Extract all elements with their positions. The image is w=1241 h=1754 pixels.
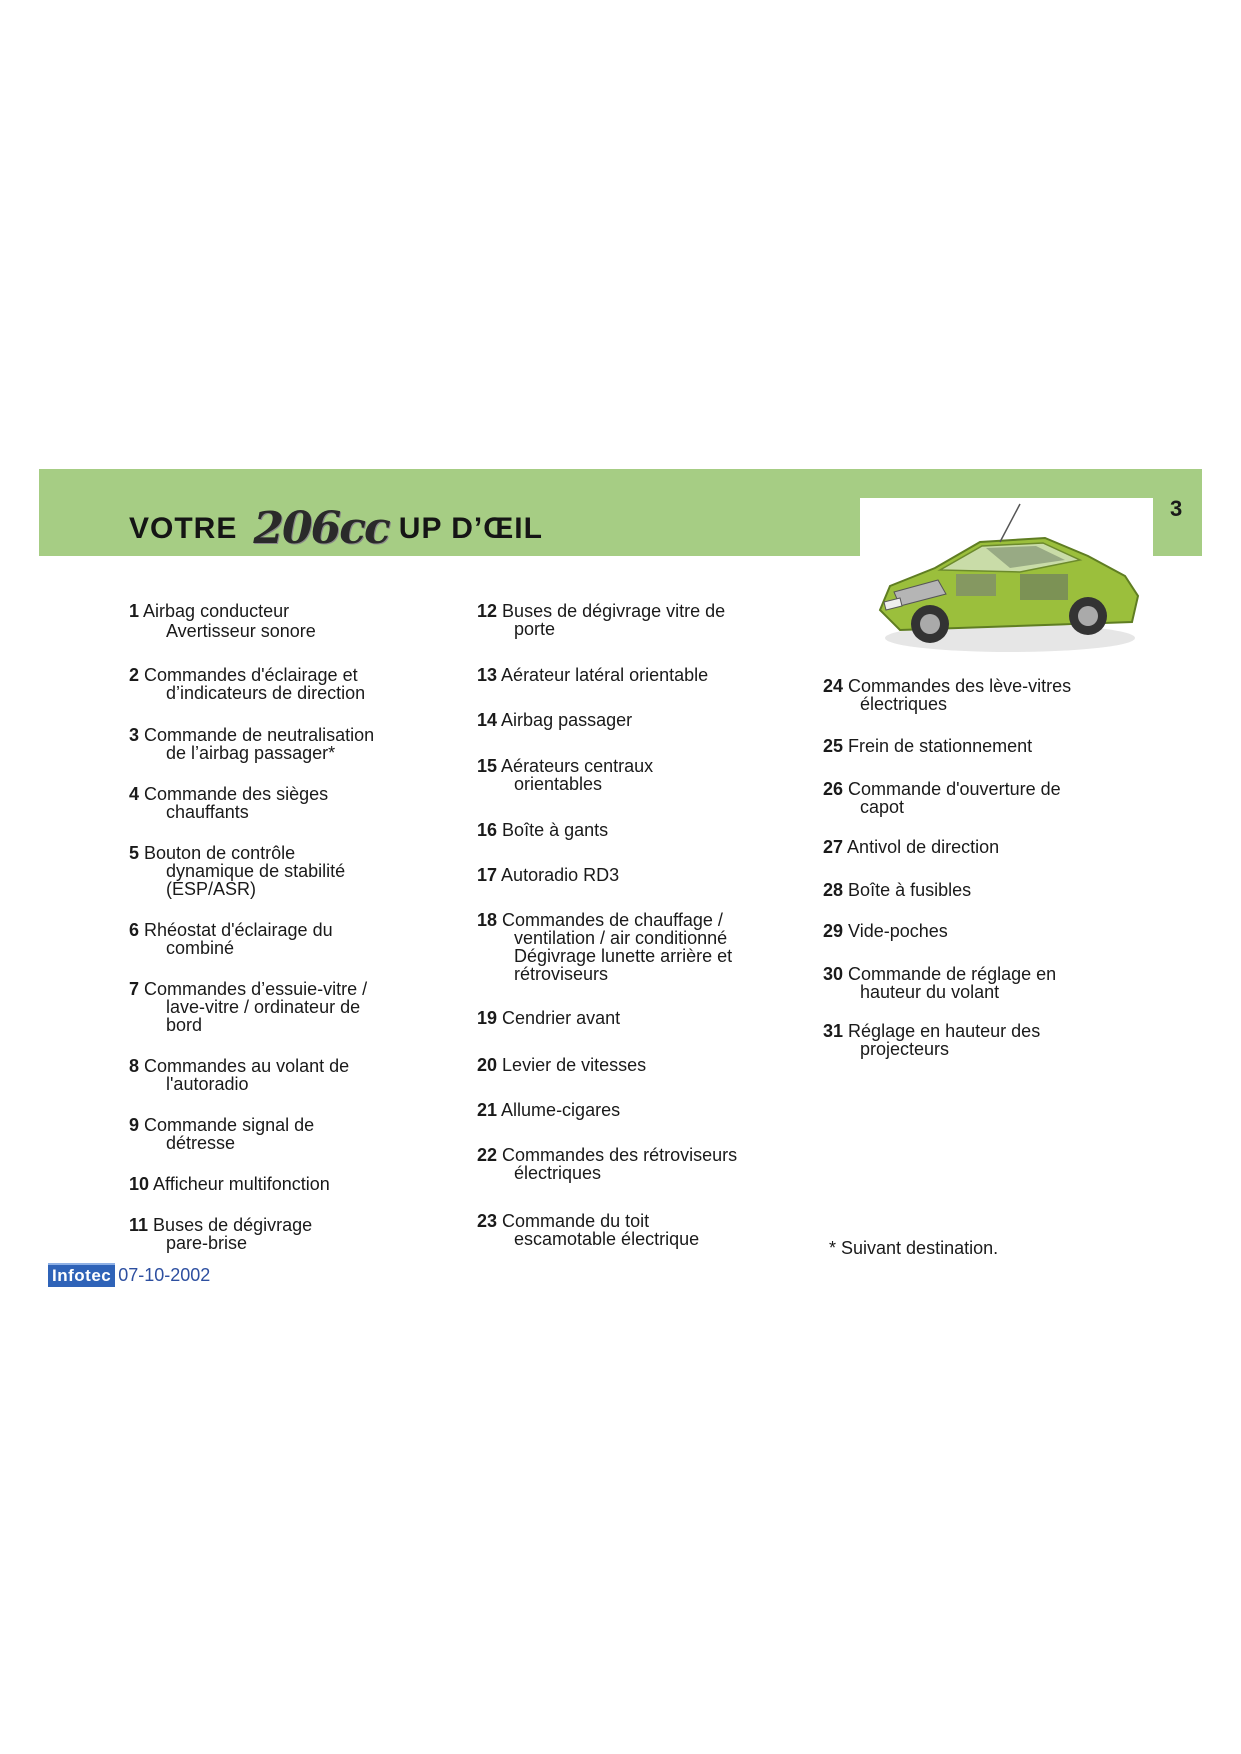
item-text: combiné [166,938,235,958]
item-number: 14 [477,710,498,730]
item-number: 29 [823,921,844,941]
legend-item [129,1057,459,1093]
item-text: Commande de réglage en [848,964,1057,984]
print-date: 07-10-2002 [118,1264,211,1285]
item-number: 15 [477,756,498,776]
legend-item [477,757,807,793]
item-text: ventilation / air conditionné [514,928,728,948]
item-text: d’indicateurs de direction [166,683,366,703]
item-text: porte [514,619,556,639]
item-text: Commandes des lève-vitres [848,676,1072,696]
legend-item [823,922,1153,940]
item-text: Antivol de direction [847,837,1000,857]
legend-item [823,780,1153,816]
legend-item [477,666,807,684]
item-number: 17 [477,865,498,885]
item-text: Buses de dégivrage vitre de [502,601,726,621]
legend-item [129,844,459,898]
item-text: Boîte à fusibles [848,880,972,900]
legend-item [477,1212,807,1248]
item-number: 28 [823,880,844,900]
legend-item [477,711,807,729]
item-text: Rhéostat d'éclairage du [144,920,333,940]
item-number: 5 [129,843,140,863]
item-text: Commandes des rétroviseurs [502,1145,738,1165]
item-number: 26 [823,779,844,799]
item-text: Aérateur latéral orientable [501,665,709,685]
item-text: dynamique de stabilité [166,861,346,881]
item-text: Afficheur multifonction [153,1174,330,1194]
item-text: Dégivrage lunette arrière et [514,946,733,966]
item-text: Commandes de chauffage / [502,910,723,930]
item-number: 12 [477,601,498,621]
item-text: Commandes d'éclairage et [144,665,358,685]
legend-item [129,785,459,821]
item-text: capot [860,797,905,817]
item-number: 25 [823,736,844,756]
item-text: Boîte à gants [502,820,609,840]
item-text: l'autoradio [166,1074,249,1094]
item-text: Levier de vitesses [502,1055,647,1075]
legend-item [823,965,1153,1001]
item-text: Bouton de contrôle [144,843,296,863]
item-text: Avertisseur sonore [166,621,316,641]
legend-item [477,1146,807,1182]
legend-item [477,821,807,839]
item-text: pare-brise [166,1233,248,1253]
car-illustration [860,498,1153,662]
legend-item [129,726,459,762]
legend-item [129,1216,459,1252]
item-number: 9 [129,1115,140,1135]
legend-item [477,1101,807,1119]
item-text: Allume-cigares [501,1100,621,1120]
legend-item [129,1175,459,1193]
item-text: électriques [860,694,948,714]
item-number: 7 [129,979,140,999]
item-number: 4 [129,784,140,804]
legend-item [477,911,807,983]
legend-item [129,666,459,702]
item-text: Buses de dégivrage [153,1215,313,1235]
legend-item [823,881,1153,899]
legend-item [477,602,807,638]
item-text: Réglage en hauteur des [848,1021,1041,1041]
item-text: projecteurs [860,1039,950,1059]
footer [48,1263,210,1287]
item-text: Airbag passager [501,710,633,730]
legend-item [129,980,459,1034]
item-text: chauffants [166,802,249,822]
legend-item [823,677,1153,713]
item-number: 3 [129,725,140,745]
legend-item [129,602,459,640]
item-text: rétroviseurs [514,964,609,984]
item-number: 22 [477,1145,498,1165]
item-number: 10 [129,1174,150,1194]
page-number: 3 [1170,496,1183,521]
item-text: Vide-poches [848,921,948,941]
item-number: 30 [823,964,844,984]
item-text: Airbag conducteur [143,601,290,621]
legend-item [129,1116,459,1152]
item-number: 31 [823,1021,844,1041]
item-number: 8 [129,1056,140,1076]
item-text: escamotable électrique [514,1229,700,1249]
item-number: 23 [477,1211,498,1231]
item-text: Frein de stationnement [848,736,1033,756]
legend-item [477,1056,807,1074]
item-text: Aérateurs centraux [501,756,654,776]
item-number: 20 [477,1055,498,1075]
item-number: 27 [823,837,844,857]
item-number: 11 [129,1215,149,1235]
item-number: 19 [477,1008,498,1028]
item-text: Commandes d’essuie-vitre / [144,979,368,999]
item-text: orientables [514,774,603,794]
item-text: (ESP/ASR) [166,879,257,899]
legend-item [129,921,459,957]
title-suffix: UP D’ŒIL [398,511,543,545]
title-prefix: VOTRE [129,511,238,545]
item-number: 1 [129,601,140,621]
legend-item [477,866,807,884]
model-logo: 206cc [253,503,389,554]
item-number: 13 [477,665,498,685]
item-number: 18 [477,910,498,930]
item-text: bord [166,1015,203,1035]
item-text: lave-vitre / ordinateur de [166,997,361,1017]
item-text: électriques [514,1163,602,1183]
item-number: 2 [129,665,140,685]
legend-item [823,1022,1153,1058]
item-number: 16 [477,820,498,840]
item-text: Commande des sièges [144,784,329,804]
infotec-logo: Infotec [48,1263,115,1287]
item-number: 21 [477,1100,498,1120]
item-text: Commande de neutralisation [144,725,375,745]
item-text: détresse [166,1133,236,1153]
legend-item [823,737,1153,755]
item-text: de l’airbag passager* [166,743,336,763]
item-text: Commande signal de [144,1115,315,1135]
item-text: Cendrier avant [502,1008,621,1028]
footnote: * Suivant destination. [829,1238,999,1258]
car-cutaway-illustration-icon [860,498,1153,662]
item-number: 6 [129,920,140,940]
legend-item [823,838,1153,856]
legend-item [477,1009,807,1027]
item-text: Commandes au volant de [144,1056,350,1076]
item-number: 24 [823,676,844,696]
page-title [129,503,543,554]
item-text: hauteur du volant [860,982,1000,1002]
item-text: Commande d'ouverture de [848,779,1061,799]
item-text: Commande du toit [502,1211,650,1231]
item-text: Autoradio RD3 [501,865,620,885]
